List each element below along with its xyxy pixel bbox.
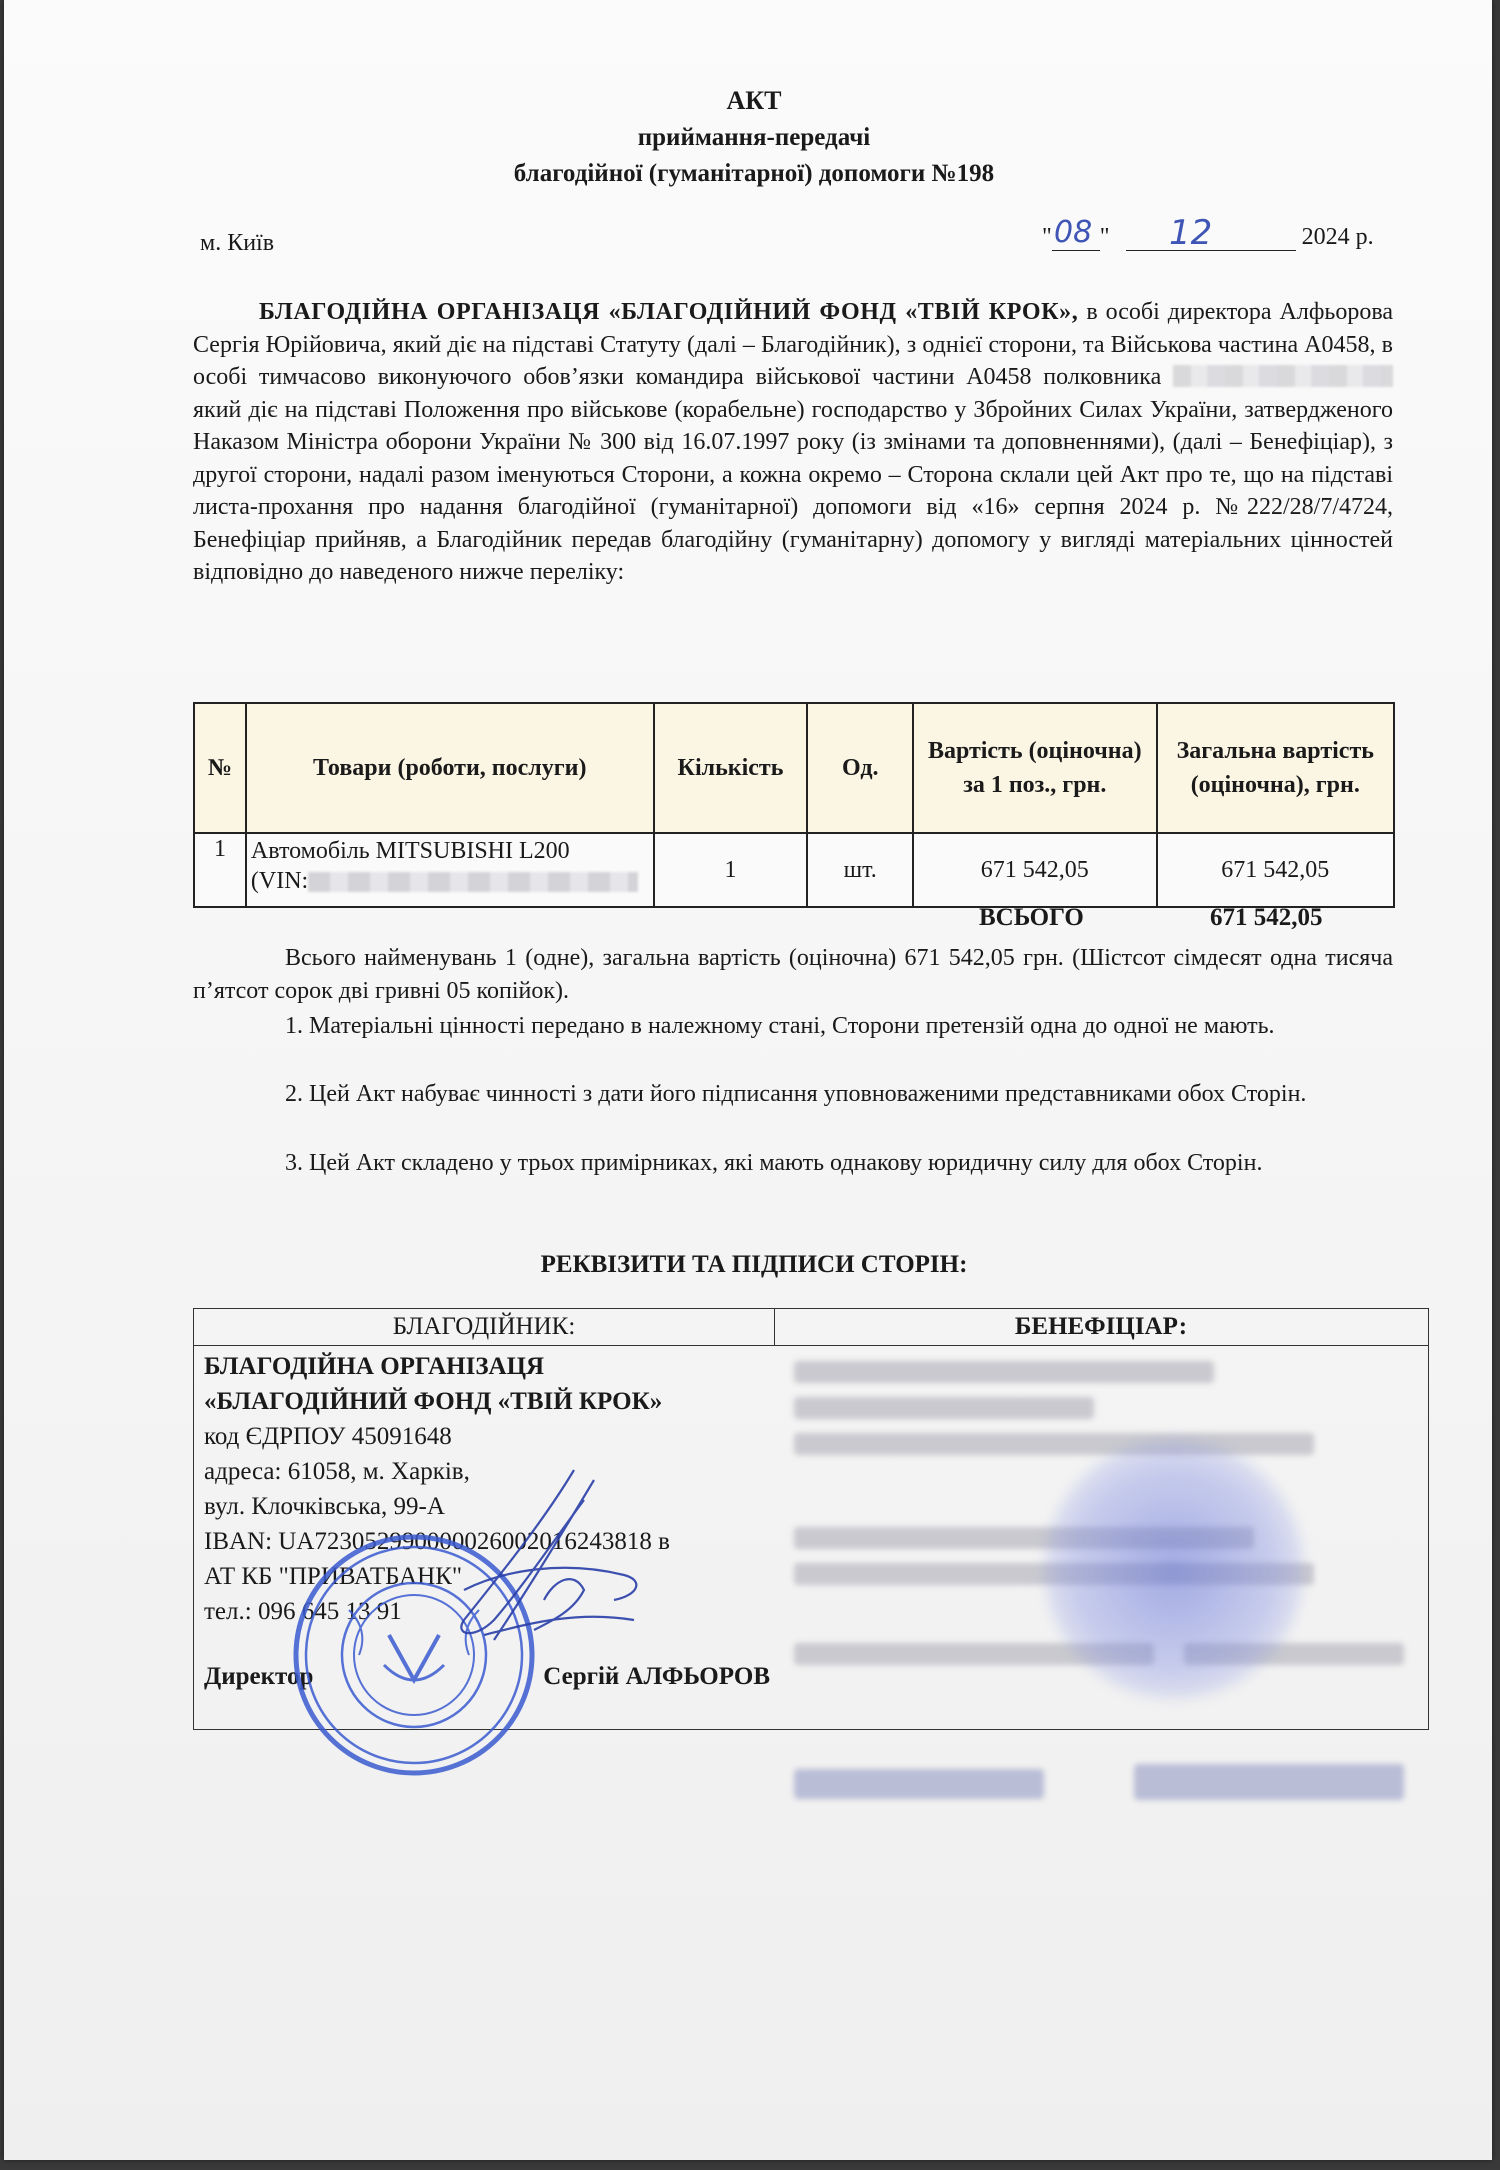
handwritten-day: 08 <box>1054 215 1093 250</box>
donor-address-line1: адреса: 61058, м. Харків, <box>204 1458 470 1485</box>
col-header-goods: Товари (роботи, послуги) <box>246 703 654 833</box>
grand-total-label: ВСЬОГО <box>979 904 1084 931</box>
clause-2: 2. Цей Акт набуває чинності з дати його підписання уповноваженими представниками обох Сторін. <box>285 1081 1307 1107</box>
donor-header: БЛАГОДІЙНИК: <box>194 1309 775 1346</box>
donor-position: Директор <box>204 1663 314 1690</box>
requisites-title: РЕКВІЗИТИ ТА ПІДПИСИ СТОРІН: <box>540 1251 968 1278</box>
donor-org-name: БЛАГОДІЙНА ОРГАНІЗАЦЯ «БЛАГОДІЙНИЙ ФОНД «ТВІЙ КРОК», <box>259 299 1079 325</box>
donor-iban: IBAN: UA723052990000026002016243818 в <box>204 1528 670 1555</box>
goods-table <box>193 702 1395 908</box>
beneficiary-requisites-redacted <box>784 1349 1424 1819</box>
cell-unit: шт. <box>807 833 913 907</box>
redacted-stamp <box>1044 1439 1304 1699</box>
intro-text-part1: в особі директора Алфьорова Сергія Юрійовича, який діє на підставі Статуту (далі – Благодійник), з однієї сторони, та Військова частина А0458, в особі тимчасово виконуючого обов’язки командира військової частини А0458 полковника <box>193 299 1393 390</box>
col-header-total: Загальна вартість (оціночна), грн. <box>1157 703 1395 833</box>
table-header-row <box>194 703 1394 833</box>
handwritten-month: 12 <box>1169 213 1213 253</box>
document-page <box>4 0 1492 2160</box>
summary-paragraph: Всього найменувань 1 (одне), загальна вартість (оціночна) 671 542,05 грн. (Шістсот сімдесят одна тисяча п’ятсот сорок дві гривні 05 копійок). <box>193 945 1393 1004</box>
redacted-name <box>1173 365 1393 387</box>
document-subject: благодійної (гуманітарної) допомоги №198 <box>513 160 995 187</box>
grand-total-value: 671 542,05 <box>1210 904 1323 931</box>
beneficiary-header: БЕНЕФІЦІАР: <box>774 1309 1428 1346</box>
place-of-signing: м. Київ <box>200 230 275 256</box>
cell-num: 1 <box>194 833 246 907</box>
cell-unit-price: 671 542,05 <box>913 833 1156 907</box>
document-title: АКТ <box>726 86 782 115</box>
donor-address-line2: вул. Клочківська, 99-А <box>204 1493 445 1520</box>
donor-phone: тел.: 096 645 13 91 <box>204 1598 402 1625</box>
date-close-quote: " <box>1099 224 1110 250</box>
donor-name-line2: «БЛАГОДІЙНИЙ ФОНД «ТВІЙ КРОК» <box>204 1388 663 1415</box>
document-subtitle: приймання-передачі <box>637 124 871 151</box>
clause-1: 1. Матеріальні цінності передано в належному стані, Сторони претензій одна до одної не мають. <box>285 1013 1275 1039</box>
intro-paragraph <box>193 296 1393 589</box>
date-year: 2024 р. <box>1301 224 1374 250</box>
cell-total: 671 542,05 <box>1157 833 1395 907</box>
goods-name: Автомобіль MITSUBISHI L200 <box>250 838 570 864</box>
donor-edrpou: код ЄДРПОУ 45091648 <box>204 1423 452 1450</box>
clause-3: 3. Цей Акт складено у трьох примірниках, які мають однакову юридичну силу для обох Сторін. <box>285 1150 1263 1176</box>
donor-name-line1: БЛАГОДІЙНА ОРГАНІЗАЦЯ <box>204 1353 545 1380</box>
donor-signer: Сергій АЛФЬОРОВ <box>543 1663 770 1690</box>
col-header-unit: Од. <box>807 703 913 833</box>
col-header-num: № <box>194 703 246 833</box>
donor-bank: АТ КБ "ПРИВАТБАНК" <box>204 1563 463 1590</box>
table-row <box>194 833 1394 907</box>
redacted-vin <box>308 872 638 892</box>
date-open-quote: " <box>1042 224 1052 250</box>
col-header-qty: Кількість <box>654 703 808 833</box>
cell-qty: 1 <box>654 833 808 907</box>
intro-text-part2: який діє на підставі Положення про військове (корабельне) господарство у Збройних Силах України, затвердженого Наказом Міністра оборони України № 300 від 16.07.1997 року (із змінами та доповненнями), (далі – Бенефіціар), з другої сторони, надалі разом іменуються Сторони, а кожна окремо – Сторона склали цей Акт про те, що на підставі листа-прохання про надання благодійної (гуманітарної) допомоги від «16» серпня 2024 р. №222/28/7/4724, Бенефіціар прийняв, а Благодійник передав благодійну (гуманітарну) допомогу у вигляді матеріальних цінностей відповідно до наведеного нижче переліку: <box>193 396 1393 585</box>
cell-goods-name <box>246 833 654 907</box>
col-header-unit-price: Вартість (оціночна) за 1 поз., грн. <box>913 703 1156 833</box>
donor-signature-icon <box>424 1460 664 1670</box>
goods-vin-prefix: (VIN: <box>250 868 309 894</box>
